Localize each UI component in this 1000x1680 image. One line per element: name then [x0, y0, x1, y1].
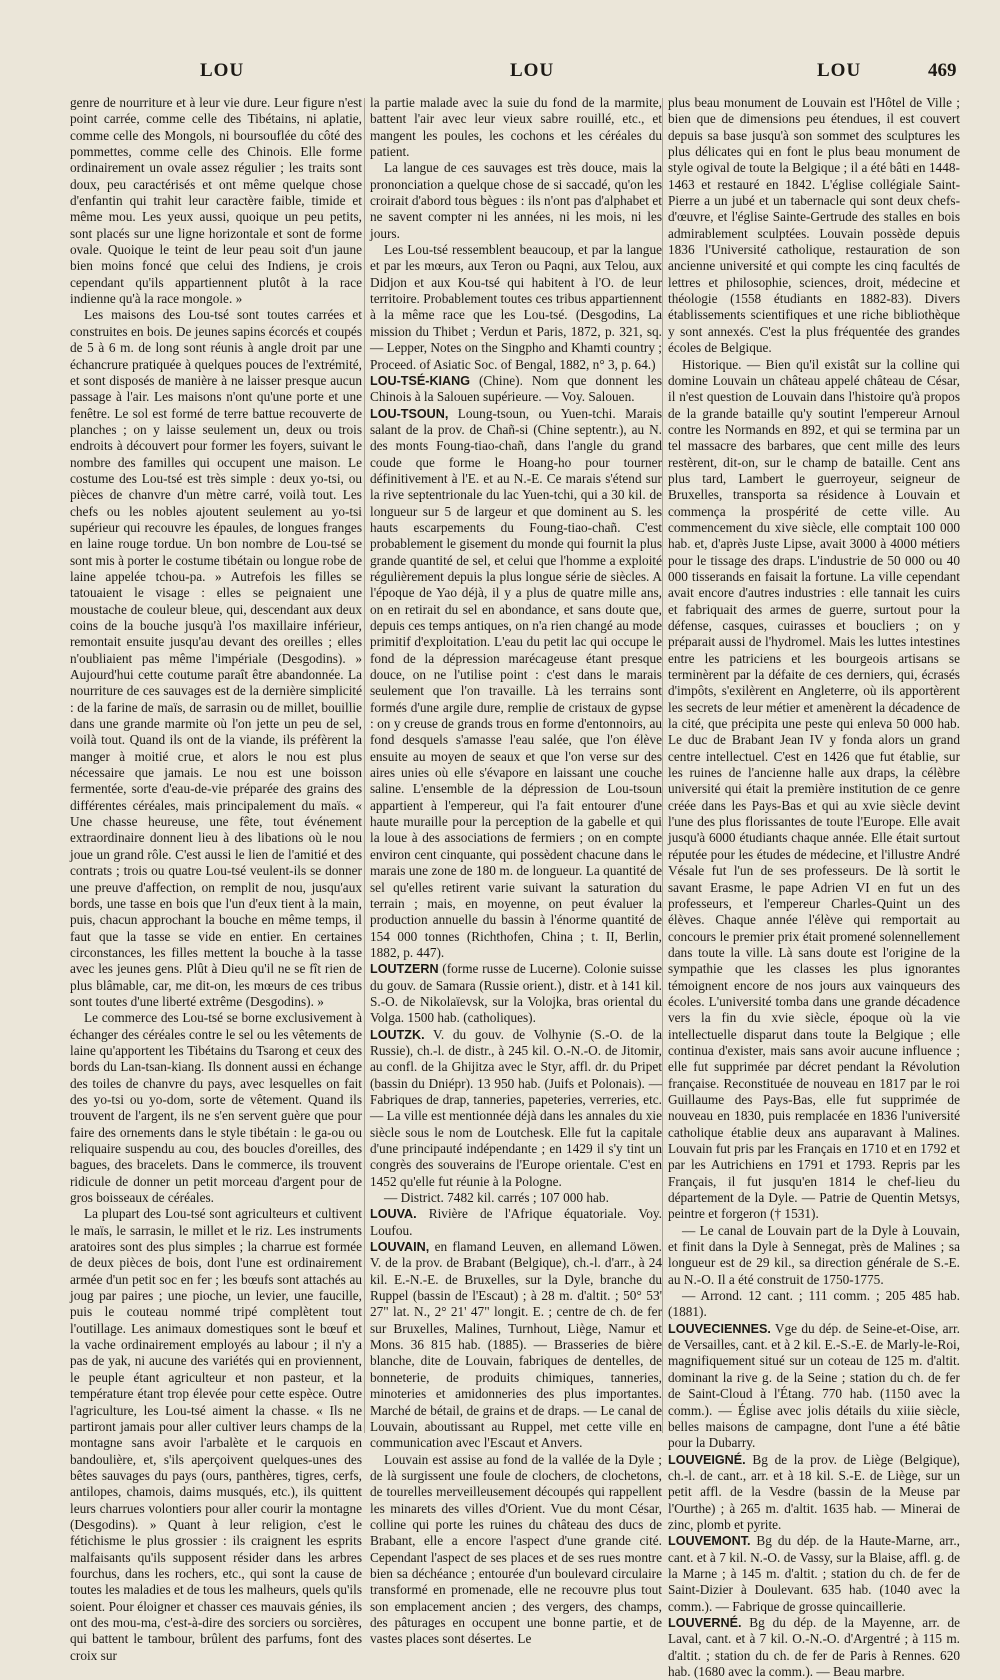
dictionary-entry: [668, 1533, 960, 1615]
paragraph: Les Lou-tsé ressemblent beaucoup, et par la langue et par les mœurs, aux Teron ou Paqni, aux Telou, aux Didjon et aux Kou-tsé qui habitent à l'O. de leur territoire. Probablement toutes ces tribus appartiennent à la même race que les Lou-tsé. (Desgodins, La mission du Thibet ; Verdun et Paris, 1872, p. 321, sq. — Lepper, Notes on the Singpho and Khamti country ; Proceed. of Asiatic Soc. of Bengal, 1882, n° 3, p. 64.): [370, 242, 662, 372]
running-head-left: LOU: [200, 60, 245, 81]
text-column-1: [70, 95, 362, 1663]
entry-headword: LOUVEMONT.: [668, 1534, 751, 1549]
column-rule: [662, 98, 663, 1433]
entry-body: V. du gouv. de Volhynie (S.-O. de la Russie), ch.-l. de distr., à 245 kil. O.-N.-O. de Jitomir, au confl. de la Ghijitza avec le Styr, affl. dr. du Pripet (bassin du Dniépr). 13 950 hab. (Juifs et Polonais). — Fabriques de drap, tanneries, papeteries, verreries, etc. — La ville est mentionnée déjà dans les annales du xie siècle sous le nom de Loutchesk. Elle fut la capitale d'une principauté indépendante ; en 1429 il s'y tint un congrès des souverains de l'Europe orientale. C'est en 1452 qu'elle fut réunie à la Pologne.: [370, 1026, 662, 1189]
text-column-2: [370, 95, 662, 1647]
dictionary-entry: [370, 961, 662, 1026]
column-rule: [364, 98, 365, 1433]
entry-headword: LOUVERNÉ.: [668, 1615, 742, 1630]
entry-headword: LOUVEIGNÉ.: [668, 1452, 746, 1467]
entry-body: Loung-tsoun, ou Yuen-tchi. Marais salant de la prov. de Chañ-si (Chine septentr.), au N. des monts Foung-tiao-chañ, dans l'angle du grand coude que forme le Hoang-ho pour tourner définitivement à l'E. et au N.-E. Ce marais s'étend sur la rive septentrionale du lac Yuen-tchi, qui a 30 kil. de longueur sur 5 de largeur et que dominent au S. les hauts escarpements du Foung-tiao-chañ. C'est probablement le gisement du monde qui fournit la plus grande quantité de sel, et celui que l'homme a exploité régulièrement depuis la plus longue série de siècles. A l'époque de Yao déjà, il y a plus de quatre mille ans, on en retirait du sel en abondance, et sans doute que, depuis ces temps antiques, on n'a rien changé au mode primitif d'exploitation. L'eau du petit lac qui occupe le fond de la dépression marécageuse étant presque douce, on ne l'utilise point : c'est dans le marais seulement que l'on travaille. Là les terrains sont formés d'une argile dure, remplie de cristaux de gypse : on y creuse de grands trous en forme d'entonnoirs, au fond desquels s'amasse l'eau salée, que l'on élève ensuite au moyen de seaux et que l'on verse sur des aires unies où elle s'évapore en laissant une couche saline. L'ensemble de la dépression de Lou-tsoun appartient à l'empereur, qui l'a fait entourer d'une haute muraille pour la perception de la gabelle et qui la loue à des associations de fermiers ; on en compte environ cent cinquante, qui possèdent chacune dans le marais une zone de 180 m. de longueur. La quantité de sel qu'elles retirent varie suivant la saturation du terrain ; mais, en moyenne, on peut évaluer la production annuelle du bassin à l'énorme quantité de 154 000 tonnes (Richthofen, China ; t. II, Berlin, 1882, p. 447).: [370, 405, 662, 960]
entry-headword: LOUVA.: [370, 1207, 417, 1222]
dictionary-entry: [370, 373, 662, 406]
running-head-center: LOU: [510, 60, 555, 81]
entry-body: en flamand Leuven, en allemand Löwen. V. de la prov. de Brabant (Belgique), ch.-l. d'arr., à 24 kil. E.-N.-E. de Bruxelles, sur la Dyle, branche du Ruppel (bassin de l'Escaut) ; à 28 m. d'altit. ; 50° 53' 27" lat. N., 2° 21' 47" longit. E. ; centre de ch. de fer sur Bruxelles, Malines, Turnhout, Liège, Namur et Mons. 36 815 hab. (1885). — Brasseries de bière blanche, dite de Louvain, fabriques de dentelles, de bonneterie, de produits chimiques, tanneries, minoteries et amidonneries des plus importantes. Marché de bétail, de grains et de draps. — Le canal de Louvain, aboutissant au Ruppel, met cette ville en communication avec l'Escaut et Anvers.: [370, 1239, 662, 1451]
paragraph: plus beau monument de Louvain est l'Hôtel de Ville ; bien que de dimensions peu étendues, il est couvert depuis sa base jusqu'à son sommet des sculptures les plus délicates qui en font le plus beau monument de style ogival de toute la Belgique ; il a été bâti en 1448-1463 et restauré en 1842. L'église collégiale Saint-Pierre a un jubé et un tabernacle qui sont deux chefs-d'œuvre, et l'église Sainte-Gertrude des stalles en bois admirablement sculptées. Louvain possède depuis 1836 l'Université catholique, restauration de son ancienne université et qui compte les cinq facultés de lettres et philosophie, sciences, droit, médecine et théologie (1558 étudiants en 1882-83). Divers établissements scientifiques et une riche bibliothèque y sont annexés. C'est la plus fréquentée des grandes écoles de Belgique.: [668, 95, 960, 356]
entry-headword: LOU-TSOUN,: [370, 406, 449, 421]
text-column-3: [668, 95, 960, 1679]
paragraph: La plupart des Lou-tsé sont agriculteurs et cultivent le maïs, le sarrasin, le millet et le riz. Les instruments aratoires sont des plus simples ; la charrue est formée de deux pièces de bois, dont l'une est ordinairement armée d'un petit soc en fer ; les bœufs sont attachés au joug par paires ; une pioche, un levier, une faucille, puis le couteau nommé tripé complètent tout l'outillage. Les animaux domestiques sont le bœuf et la vache ordinairement employés au labour ; il n'y a pas de yak, ni aucune des variétés qui en proviennent, le peuple étant agriculteur et non pasteur, et la température étant trop élevée pour cette espèce. Outre l'agriculture, les Lou-tsé aiment la chasse. « Ils ne partiront jamais pour aller cultiver leurs champs de la montagne sans avoir l'arbalète et le carquois en bandoulière, et, s'ils aperçoivent quelques-unes des bêtes sauvages du pays (ours, panthères, tigres, cerfs, antilopes, chamois, daims musqués, etc.), ils quittent leurs charrues volontiers pour aller courir la montagne (Desgodins). » Quant à leur religion, c'est le fétichisme le plus grossier : ils craignent les esprits malfaisants qu'ils supposent résider dans les arbres fourchus, dans les rochers, etc., qui sont la cause de toutes les maladies et de tous les malheurs, quels qu'ils soient. Pour éloigner et chasser ces mauvais génies, ils ont des mou-ma, c'est-à-dire des sorciers ou sorcières, qui battent le tambour, brûlent des parfums, font des croix sur: [70, 1206, 362, 1663]
entry-headword: LOUTZK.: [370, 1027, 425, 1042]
entry-headword: LOUTZERN: [370, 962, 439, 977]
entry-body: (Chine). Nom que donnent les Chinois à la Salouen supérieure. — Voy. Salouen.: [370, 372, 662, 405]
paragraph: la partie malade avec la suie du fond de la marmite, battent l'air avec leur vieux sabre rouillé, etc., et mangent les poules, les cochons et les céréales du patient.: [370, 95, 662, 160]
paragraph: Le commerce des Lou-tsé se borne exclusivement à échanger des céréales contre le sel ou les vêtements de laine qu'apportent les Tibétains du Tsarong et ceux des bords du Lan-tsan-kiang. Ils donnent aussi en échange des toiles de chanvre du pays, avec lesquelles on fait des yo-tsi ou yo-dom, sorte de vêtement. Quand ils trouvent de l'argent, ils ne s'en servent guère que pour faire des ornements dans le style tibétain : le ga-ou ou reliquaire suspendu au cou, des boucles d'oreilles, des bagues, des bracelets. Dans le commerce, ils trouvent ridicule de donner un petit morceau d'argent pour de gros boisseaux de céréales.: [70, 1010, 362, 1206]
dictionary-entry: [370, 1206, 662, 1239]
running-header: [0, 60, 1000, 100]
entry-body: Rivière de l'Afrique équatoriale. Voy. Loufou.: [370, 1206, 662, 1238]
paragraph: Louvain est assise au fond de la vallée de la Dyle ; de là surgissent une foule de clochers, de clochetons, de tourelles merveilleusement découpés qui rappellent les minarets des villes d'Orient. Vue du mont César, colline qui porte les ruines du château des ducs de Brabant, elle a encore l'aspect d'une grande cité. Cependant l'aspect de ses places et de ses rues montre bien sa déchéance ; entourée d'un boulevard circulaire transformé en promenade, elle ne recouvre plus tout son emplacement ancien ; des vergers, des champs, des pâturages en occupent une bonne partie, et de vastes places sont désertes. Le: [370, 1451, 662, 1647]
entry-body: Vge du dép. de Seine-et-Oise, arr. de Versailles, cant. et à 2 kil. E.-S.-E. de Marly-le-Roi, magnifiquement situé sur un coteau de 125 m. d'altit. dominant la rive g. de la Seine ; station du ch. de fer de Saint-Cloud à l'Étang. 770 hab. (1150 avec la comm.). — Église avec jolis détails du xiiie siècle, belles maisons de campagne, dont l'une a été bâtie pour la Dubarry.: [668, 1320, 960, 1451]
entry-body: Bg du dép. de la Mayenne, arr. de Laval, cant. et à 7 kil. O.-N.-O. d'Argentré ; à 115 m. d'altit. ; station du ch. de fer de Paris à Rennes. 620 hab. (1680 avec la comm.). — Beau marbre.: [668, 1614, 960, 1679]
dictionary-entry: [668, 1615, 960, 1680]
paragraph: genre de nourriture et à leur vie dure. Leur figure n'est point carrée, comme celle des Tibétains, ni aplatie, comme celle des Mongols, ni boursouflée du côté des pommettes, comme celle des Chinois. Elle forme ordinairement un ovale assez régulier ; les traits sont doux, peu caractérisés et ont même quelque chose d'enfantin qui trahit leur caractère faible, timide et même mou. Les yeux aussi, quoique un peu petits, sont placés sur une ligne horizontale et sont de forme ovale. Quoique le teint de leur peau soit d'un jaune bien moins foncé que celui des Indiens, je crois cependant qu'ils appartiennent plutôt à la race indienne qu'à la race mongole. »: [70, 95, 362, 307]
entry-body: Bg du dép. de la Haute-Marne, arr., cant. et à 7 kil. N.-O. de Vassy, sur la Blaise, affl. g. de la Marne ; à 145 m. d'altit. ; station du ch. de fer de Saint-Dizier à Doulevant. 635 hab. (1040 avec la comm.). — Fabrique de grosse quincaillerie.: [668, 1533, 960, 1614]
dictionary-entry: [668, 1452, 960, 1534]
running-head-right: LOU: [817, 60, 862, 81]
dictionary-entry: [370, 406, 662, 962]
paragraph: La langue de ces sauvages est très douce, mais la prononciation a quelque chose de si saccadé, qu'on les croirait d'abord tous bègues : ils n'ont pas d'alphabet et ne savent compter ni les années, ni les mois, ni les jours.: [370, 160, 662, 241]
paragraph: — Le canal de Louvain part de la Dyle à Louvain, et finit dans la Dyle à Sennegat, près de Malines ; sa longueur est de 29 kil., sa direction générale de S.-E. au N.-O. Il a été construit de 1750-1775.: [668, 1222, 960, 1287]
entry-body: (forme russe de Lucerne). Colonie suisse du gouv. de Samara (Russie orient.), distr. et à 141 kil. S.-O. de Nikolaïevsk, sur la Volojka, bras oriental du Volga. 1500 hab. (catholiques).: [370, 961, 662, 1026]
entry-headword: LOU-TSÉ-KIANG: [370, 373, 471, 388]
page-number: 469: [928, 60, 957, 81]
dictionary-entry: [370, 1027, 662, 1190]
paragraph: Historique. — Bien qu'il existât sur la colline qui domine Louvain un château appelé château de César, il n'est question de Louvain dans l'histoire qu'à propos de la grande bataille qu'y soutint l'empereur Arnoul contre les Normands en 892, et qui se termina par un tel massacre des barbares, que cent mille des leurs restèrent, dit-on, sur le champ de bataille. Cent ans plus tard, Lambert le guerroyeur, seigneur de Bruxelles, transporta sa résidence à Louvain et commença la prospérité de cette ville. Au commencement du xive siècle, elle comptait 100 000 hab. et, d'après Juste Lipse, avait 3000 à 4000 métiers pour le tissage des draps. L'industrie de 50 000 ou 40 000 tisserands en faisait la fortune. La ville cependant avait encore d'autres industries : elle tannait les cuirs et fabriquait des armes de guerre, surtout pour la défense, casques, cuirasses et boucliers ; on y préparait aussi de l'hydromel. Mais les luttes intestines entre les patriciens et les bourgeois artisans se terminèrent par la défaite de ces derniers, qui, écrasés d'impôts, s'exilèrent en Angleterre, où ils apportèrent les secrets de leur métier et amenèrent la décadence de la cité, que précipita une peste qui enleva 50 000 hab. Le duc de Brabant Jean IV y fonda alors un grand centre intellectuel. C'est en 1426 que fut établie, sur les ruines de l'ancienne halle aux draps, la célèbre université qui était la première institution de ce genre créée dans les Pays-Bas et qui au xvie siècle devint l'une des plus florissantes de toute l'Europe. Elle avait jusqu'à 6000 étudiants chaque année. Elle était surtout réputée pour les études de médecine, et l'illustre André Vésale fut l'un de ses professeurs. De là sortit le savant Erasme, le pape Adrien VI en fut un des professeurs, et l'empereur Charles-Quint un des élèves. Chaque année l'élève qui remportait au concours le premier prix était promené solennellement dans toute la ville. Là sans doute est l'origine de la sympathie que les classes les plus ignorantes témoignent encore de nos jours aux vainqueurs des écoles. L'université tomba dans une grande décadence vers la fin du xvie siècle, époque où la vie intellectuelle disparut dans toute la Belgique ; elle continua d'exister, mais sans avoir aucune influence ; elle fut supprimée par décret pendant la Révolution française. Reconstituée de nouveau en 1817 par le roi Guillaume des Pays-Bas, elle fut supprimée de nouveau en 1830, puis remplacée en 1836 l'université catholique établie deux ans auparavant à Malines. Louvain fut pris par les Français en 1710 et en 1792 et par les Autrichiens en 1791 et 1793. Repris par les Français, il fut jusqu'en 1814 le chef-lieu du département de la Dyle. — Patrie de Quentin Metsys, peintre et forgeron († 1531).: [668, 356, 960, 1222]
paragraph: Les maisons des Lou-tsé sont toutes carrées et construites en bois. De jeunes sapins écorcés et coupés de 5 à 6 m. de long sont réunis à angle droit par une échancrure pratiquée à quelques pouces de l'extrémité, et sont disposés de manière à ne laisser presque aucun passage à l'air. Les maisons n'ont qu'une porte et une fenêtre. Le sol est formé de terre battue recouverte de planches ; on y laisse seulement un, deux ou trois endroits à découvert pour former les foyers, suivant le nombre des familles qui occupent une maison. Le costume des Lou-tsé est très simple : deux yo-tsi, ou pièces de chanvre d'un mètre carré, voilà tout. Les chefs ou les nobles ajoutent seulement au yo-tsi supérieur qui recouvre les épaules, de longues franges en laine rouge tordue. Un bon nombre de Lou-tsé se sont mis à porter le costume tibétain ou longue robe de laine appelée tchou-pa. » Autrefois les filles se tatouaient le visage : elles se peignaient une moustache de couleur bleue, qui, descendant aux deux coins de la bouche jusqu'à l'os maxillaire inférieur, remontait ensuite jusqu'au devant des oreilles ; elles n'oubliaient pas même l'impériale (Desgodins). » Aujourd'hui cette coutume paraît être abandonnée. La nourriture de ces sauvages est de la dernière simplicité : de la farine de maïs, de sarrasin ou de millet, bouillie dans une grande marmite où l'on jette un peu de sel, voilà tout. Quand ils ont de la viande, ils préfèrent la manger à moitié crue, et alors le nou est plus nécessaire que jamais. Le nou est une boisson fermentée, sorte d'eau-de-vie préparée des grains des différentes céréales, mais principalement du maïs. « Une chasse heureuse, une fête, tout événement extraordinaire donnent lieu à des libations où le nou joue un grand rôle. C'est aussi le lien de l'amitié et des contrats ; trois ou quatre Lou-tsé veulent-ils se donner une preuve d'affection, on remplit de nou, jusqu'aux bords, une tasse en bois que l'un d'eux tient à la main, puis, chacun approchant la bouche en même temps, il faut que la tasse se vide en entier. En certaines circonstances, les filles mettent la bouche à la tasse avec les jeunes gens. Plût à Dieu qu'il ne se fît rien de plus blâmable, car, me dit-on, les mœurs de ces tribus sont toutes d'une liberté extrême (Desgodins). »: [70, 307, 362, 1009]
entry-headword: LOUVAIN,: [370, 1240, 430, 1255]
dictionary-entry: [668, 1321, 960, 1452]
dictionary-entry: [370, 1239, 662, 1451]
entry-body: Bg de la prov. de Liège (Belgique), ch.-l. de cant., arr. et à 18 kil. S.-E. de Liège, sur un petit affl. de la Vesdre (bassin de la Meuse par l'Ourthe) ; à 265 m. d'altit. 1635 hab. — Minerai de zinc, plomb et pyrite.: [668, 1451, 960, 1532]
entry-headword: LOUVECIENNES.: [668, 1321, 771, 1336]
paragraph: — District. 7482 kil. carrés ; 107 000 hab.: [384, 1190, 609, 1206]
paragraph: — Arrond. 12 cant. ; 111 comm. ; 205 485 hab. (1881).: [668, 1288, 960, 1320]
